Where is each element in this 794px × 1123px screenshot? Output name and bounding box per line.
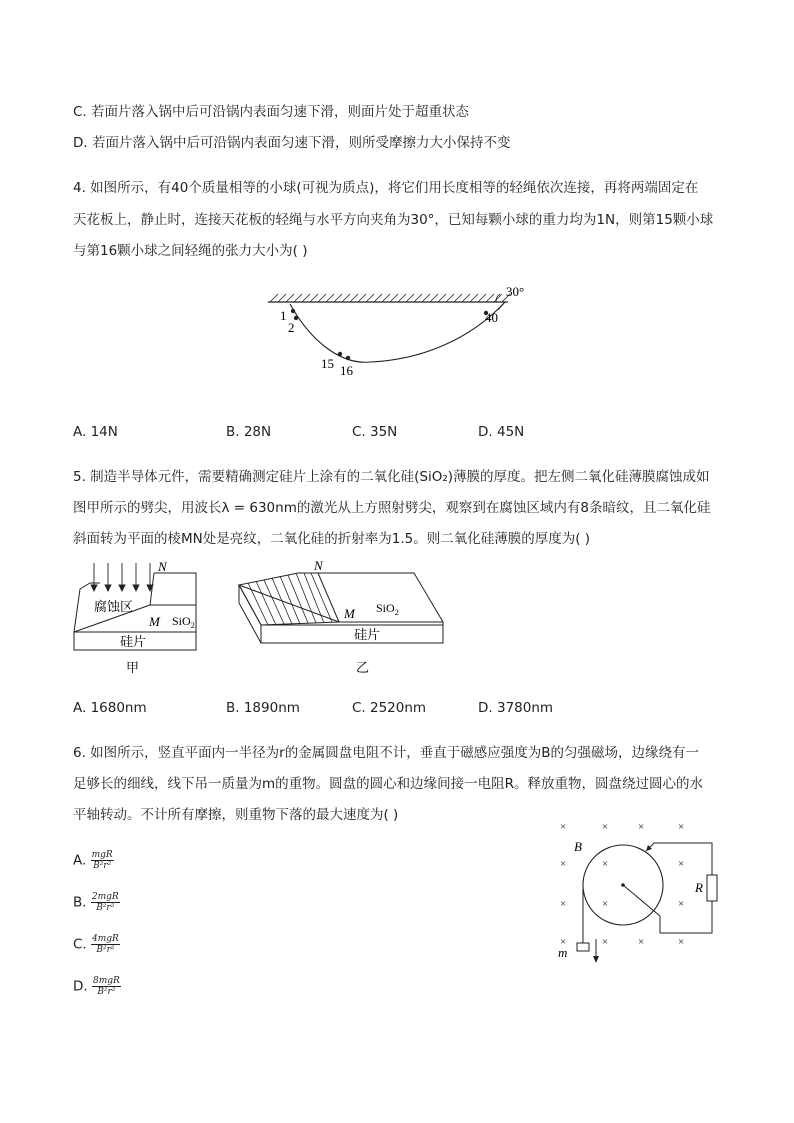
q5-figure-yi — [236, 555, 451, 680]
q3-option-c: C. 若面片落入锅中后可沿锅内表面匀速下滑，则面片处于超重状态 — [73, 104, 470, 120]
chain-curve — [290, 302, 505, 362]
svg-text:×: × — [560, 936, 567, 948]
q6-stem-line2: 足够长的细线，线下吊一质量为m的重物。圆盘的圆心和边缘间接一电阻R。释放重物，圆盘绕过圆心的水 — [73, 776, 704, 792]
label-sio2: SiO$_2$ — [376, 601, 399, 617]
q6-option-a: A. $\frac{\text{mgR}}{\text{B²r²}}$ — [73, 850, 113, 871]
ball-1 — [291, 309, 295, 313]
svg-text:×: × — [678, 858, 685, 870]
svg-text:×: × — [602, 898, 609, 910]
q4-option-a: A. 14N — [73, 424, 118, 440]
ball-15 — [338, 352, 342, 356]
q4-option-b: B. 28N — [226, 424, 272, 440]
q6-stem-line3: 平轴转动。不计所有摩擦，则重物下落的最大速度为( ) — [73, 807, 399, 823]
weight-block — [577, 943, 589, 951]
caption-yi: 乙 — [356, 660, 370, 675]
q6-option-c: C. $\frac{\text{4mgR}}{\text{B²r²}}$ — [73, 934, 119, 955]
label-sio2: SiO$_2$ — [172, 614, 195, 630]
q6-stem-line1: 6. 如图所示，竖直平面内一半径为r的金属圆盘电阻不计，垂直于磁感应强度为B的匀强磁场，边缘绕有一 — [73, 745, 699, 761]
q4-option-c: C. 35N — [352, 424, 398, 440]
label-m: M — [344, 606, 355, 621]
q4-figure-chain — [260, 280, 540, 380]
q5-option-d: D. 3780nm — [478, 700, 554, 716]
label-n: N — [158, 559, 167, 574]
svg-text:×: × — [560, 898, 567, 910]
resistor — [707, 875, 717, 901]
label-2: 2 — [288, 320, 295, 335]
q6-option-b: B. $\frac{\text{2mgR}}{\text{B²r²}}$ — [73, 892, 119, 913]
q5-option-b: B. 1890nm — [226, 700, 300, 716]
svg-text:×: × — [678, 821, 685, 833]
label-b: B — [574, 839, 582, 854]
q6-figure-disk — [550, 815, 730, 965]
ceiling-hatch — [270, 294, 510, 302]
label-m: m — [558, 945, 568, 960]
svg-text:×: × — [560, 821, 567, 833]
caption-jia: 甲 — [126, 660, 140, 675]
svg-text:×: × — [560, 858, 567, 870]
label-16: 16 — [340, 363, 353, 378]
label-40: 40 — [485, 310, 498, 325]
ball-16 — [346, 356, 350, 360]
label-etch-zone: 腐蚀区 — [94, 599, 134, 614]
q5-option-c: C. 2520nm — [352, 700, 427, 716]
q4-stem-line2: 天花板上，静止时，连接天花板的轻绳与水平方向夹角为30°，已知每颗小球的重力均为1N，则第15颗小球 — [73, 212, 714, 228]
q5-stem-line1: 5. 制造半导体元件，需要精确测定硅片上涂有的二氧化硅(SiO₂)薄膜的厚度。把左侧二氧化硅薄膜腐蚀成如 — [73, 469, 710, 485]
label-15: 15 — [321, 356, 334, 371]
q5-stem-line3: 斜面转为平面的棱MN处是亮纹，二氧化硅的折射率为1.5。则二氧化硅薄膜的厚度为( ) — [73, 531, 591, 547]
label-silicon: 硅片 — [354, 627, 381, 642]
svg-text:×: × — [678, 936, 685, 948]
svg-text:×: × — [638, 821, 645, 833]
q4-stem-line1: 4. 如图所示，有40个质量相等的小球(可视为质点)，将它们用长度相等的轻绳依次连接，再将两端固定在 — [73, 180, 699, 196]
label-r: R — [695, 880, 703, 895]
q4-option-d: D. 45N — [478, 424, 525, 440]
label-silicon: 硅片 — [120, 634, 147, 649]
label-n: N — [314, 558, 323, 573]
label-1: 1 — [280, 308, 287, 323]
svg-text:×: × — [602, 821, 609, 833]
q5-figure-jia — [70, 555, 210, 680]
angle-label: 30° — [506, 284, 525, 299]
q5-stem-line2: 图甲所示的劈尖，用波长λ = 630nm的激光从上方照射劈尖，观察到在腐蚀区域内有8条暗纹，且二氧化硅 — [73, 500, 711, 516]
q4-stem-line3: 与第16颗小球之间轻绳的张力大小为( ) — [73, 243, 308, 259]
center-wire — [623, 885, 660, 916]
q3-option-d: D. 若面片落入锅中后可沿锅内表面匀速下滑，则所受摩擦力大小保持不变 — [73, 135, 511, 151]
svg-text:×: × — [602, 936, 609, 948]
q6-option-d: D. $\frac{\text{8mgR}}{\text{B²r²}}$ — [73, 976, 120, 997]
label-m: M — [149, 614, 160, 629]
svg-text:×: × — [638, 936, 645, 948]
q5-option-a: A. 1680nm — [73, 700, 147, 716]
svg-text:×: × — [678, 898, 685, 910]
svg-text:×: × — [602, 858, 609, 870]
